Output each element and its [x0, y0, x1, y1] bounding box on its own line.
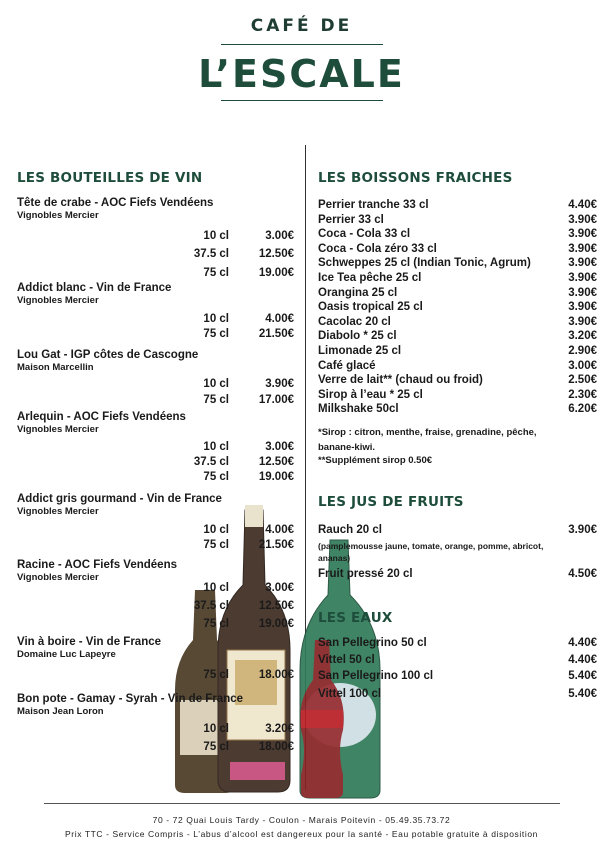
- juice-fresh-price: 4.50€: [568, 568, 597, 580]
- juice-section-title: LES JUS DE FRUITS: [318, 494, 464, 510]
- wine-volume: 75 cl: [203, 328, 229, 340]
- wine-price: 4.00€: [265, 524, 294, 536]
- wine-name: Vin à boire - Vin de France: [17, 636, 162, 648]
- wine-price: 4.00€: [265, 313, 294, 325]
- water-name: Vittel 50 cl: [318, 654, 375, 666]
- water-name: Vittel 100 cl: [318, 688, 382, 700]
- cold-drink-name: Orangina 25 cl: [318, 286, 398, 299]
- brand-divider-bottom: [221, 100, 383, 101]
- footer-address: 70 - 72 Quai Louis Tardy - Coulon - Marais Poitevin - 05.49.35.73.72: [152, 815, 451, 825]
- wine-volume: 10 cl: [203, 441, 229, 453]
- cold-drink-name: Sirop à l’eau * 25 cl: [318, 388, 423, 401]
- cold-drink-name: Limonade 25 cl: [318, 345, 402, 357]
- wine-producer: Maison Jean Loron: [17, 706, 104, 717]
- cold-drink-name: Café glacé: [318, 359, 376, 372]
- wine-price: 3.00€: [265, 230, 294, 242]
- wine-producer: Maison Marcellin: [17, 362, 94, 373]
- footer-divider: [44, 803, 560, 804]
- cold-drink-name: Ice Tea pêche 25 cl: [318, 272, 422, 284]
- juice-rauch-detail: (pamplemousse jaune, tomate, orange, pomme, abricot, ananas): [318, 541, 544, 563]
- cold-drink-price: 3.90€: [568, 272, 597, 284]
- wine-volume: 10 cl: [203, 313, 229, 325]
- wine-volume: 10 cl: [203, 582, 229, 594]
- cold-drink-name: Cacolac 20 cl: [318, 315, 391, 328]
- brand-top: CAFÉ DE: [250, 16, 353, 36]
- wine-price: 17.00€: [258, 394, 294, 406]
- wine-price: 3.00€: [265, 582, 294, 594]
- wine-volume: 37.5 cl: [193, 248, 229, 260]
- water-price: 4.40€: [568, 654, 597, 666]
- cold-drink-price: 2.90€: [568, 345, 597, 357]
- wine-volume: 75 cl: [203, 669, 229, 681]
- cold-drink-name: Diabolo * 25 cl: [318, 330, 397, 343]
- cold-drink-name: Verre de lait** (chaud ou froid): [318, 374, 483, 387]
- supplement-note: **Supplément sirop 0.50€: [318, 455, 433, 466]
- wine-volume: 75 cl: [203, 267, 229, 279]
- wine-price: 12.50€: [258, 248, 294, 260]
- cold-drink-price: 3.20€: [568, 330, 597, 343]
- cold-drink-name: Coca - Cola 33 cl: [318, 228, 411, 241]
- cold-drink-price: 2.30€: [568, 388, 597, 401]
- wine-volume: 37.5 cl: [193, 600, 229, 612]
- wine-producer: Vignobles Mercier: [17, 295, 99, 306]
- wine-price: 21.50€: [258, 539, 294, 551]
- juice-rauch-name: Rauch 20 cl: [318, 524, 382, 536]
- cold-drink-price: 2.50€: [568, 374, 597, 387]
- water-price: 5.40€: [568, 670, 597, 682]
- water-section-title: LES EAUX: [318, 610, 393, 626]
- cold-drink-name: Schweppes 25 cl (Indian Tonic, Agrum): [318, 257, 531, 270]
- cold-drink-price: 3.90€: [568, 257, 597, 270]
- juice-fresh-name: Fruit pressé 20 cl: [318, 568, 413, 580]
- wine-volume: 75 cl: [203, 618, 229, 630]
- water-name: San Pellegrino 50 cl: [318, 637, 427, 649]
- cold-drink-name: Perrier 33 cl: [318, 213, 384, 226]
- wine-volume: 37.5 cl: [193, 456, 229, 468]
- cold-drink-price: 3.90€: [568, 301, 597, 314]
- wine-producer: Vignobles Mercier: [17, 424, 99, 435]
- cold-drink-name: Perrier tranche 33 cl: [318, 199, 429, 211]
- wine-price: 3.90€: [265, 378, 294, 390]
- wine-producer: Vignobles Mercier: [17, 210, 99, 221]
- cold-drink-price: 6.20€: [568, 403, 597, 416]
- wine-volume: 10 cl: [203, 230, 229, 242]
- wines-section-title: LES BOUTEILLES DE VIN: [17, 170, 203, 186]
- brand-divider-top: [221, 44, 383, 45]
- water-price: 4.40€: [568, 637, 597, 649]
- cold-drink-price: 3.00€: [568, 359, 597, 372]
- wine-price: 12.50€: [258, 600, 294, 612]
- cold-drinks-section-title: LES BOISSONS FRAICHES: [318, 170, 513, 186]
- wine-volume: 10 cl: [203, 524, 229, 536]
- cold-drink-name: Coca - Cola zéro 33 cl: [318, 242, 437, 255]
- cold-drink-price: 3.90€: [568, 315, 597, 328]
- wine-producer: Vignobles Mercier: [17, 572, 99, 583]
- cold-drink-price: 4.40€: [568, 199, 597, 211]
- wine-volume: 10 cl: [203, 723, 229, 735]
- wine-name: Bon pote - Gamay - Syrah - Vin de France: [17, 693, 244, 705]
- wine-producer: Domaine Luc Lapeyre: [17, 649, 116, 660]
- wine-price: 18.00€: [258, 741, 294, 753]
- footer-legal: Prix TTC - Service Compris - L’abus d’alcool est dangereux pour la santé - Eau potable gratuite à disposition: [65, 829, 538, 839]
- cold-drink-name: Milkshake 50cl: [318, 403, 399, 416]
- water-price: 5.40€: [568, 688, 597, 700]
- wine-name: Addict blanc - Vin de France: [17, 282, 172, 294]
- wine-price: 3.20€: [265, 723, 294, 735]
- wine-price: 19.00€: [258, 618, 294, 630]
- wine-price: 18.00€: [258, 669, 294, 681]
- wine-price: 19.00€: [258, 267, 294, 279]
- wine-name: Tête de crabe - AOC Fiefs Vendéens: [17, 197, 214, 209]
- wine-price: 21.50€: [258, 328, 294, 340]
- cold-drink-price: 3.90€: [568, 242, 597, 255]
- cold-drink-price: 3.90€: [568, 286, 597, 299]
- wine-price: 3.00€: [265, 441, 294, 453]
- wine-volume: 75 cl: [203, 741, 229, 753]
- wine-name: Addict gris gourmand - Vin de France: [17, 493, 222, 505]
- cold-drink-price: 3.90€: [568, 228, 597, 241]
- wine-price: 19.00€: [258, 471, 294, 483]
- wine-producer: Vignobles Mercier: [17, 506, 99, 517]
- wine-volume: 10 cl: [203, 378, 229, 390]
- cold-drink-price: 3.90€: [568, 213, 597, 226]
- wine-name: Lou Gat - IGP côtes de Cascogne: [17, 349, 199, 361]
- water-name: San Pellegrino 100 cl: [318, 670, 434, 682]
- wine-volume: 75 cl: [203, 539, 229, 551]
- wine-price: 12.50€: [258, 456, 294, 468]
- wine-name: Arlequin - AOC Fiefs Vendéens: [17, 411, 186, 423]
- juice-rauch-price: 3.90€: [568, 524, 597, 536]
- wine-volume: 75 cl: [203, 394, 229, 406]
- wine-name: Racine - AOC Fiefs Vendéens: [17, 559, 177, 571]
- brand-title: L’ESCALE: [198, 52, 405, 96]
- wine-volume: 75 cl: [203, 471, 229, 483]
- cold-drink-name: Oasis tropical 25 cl: [318, 301, 423, 314]
- syrup-note: *Sirop : citron, menthe, fraise, grenadine, pêche, banane-kiwi.: [318, 427, 537, 453]
